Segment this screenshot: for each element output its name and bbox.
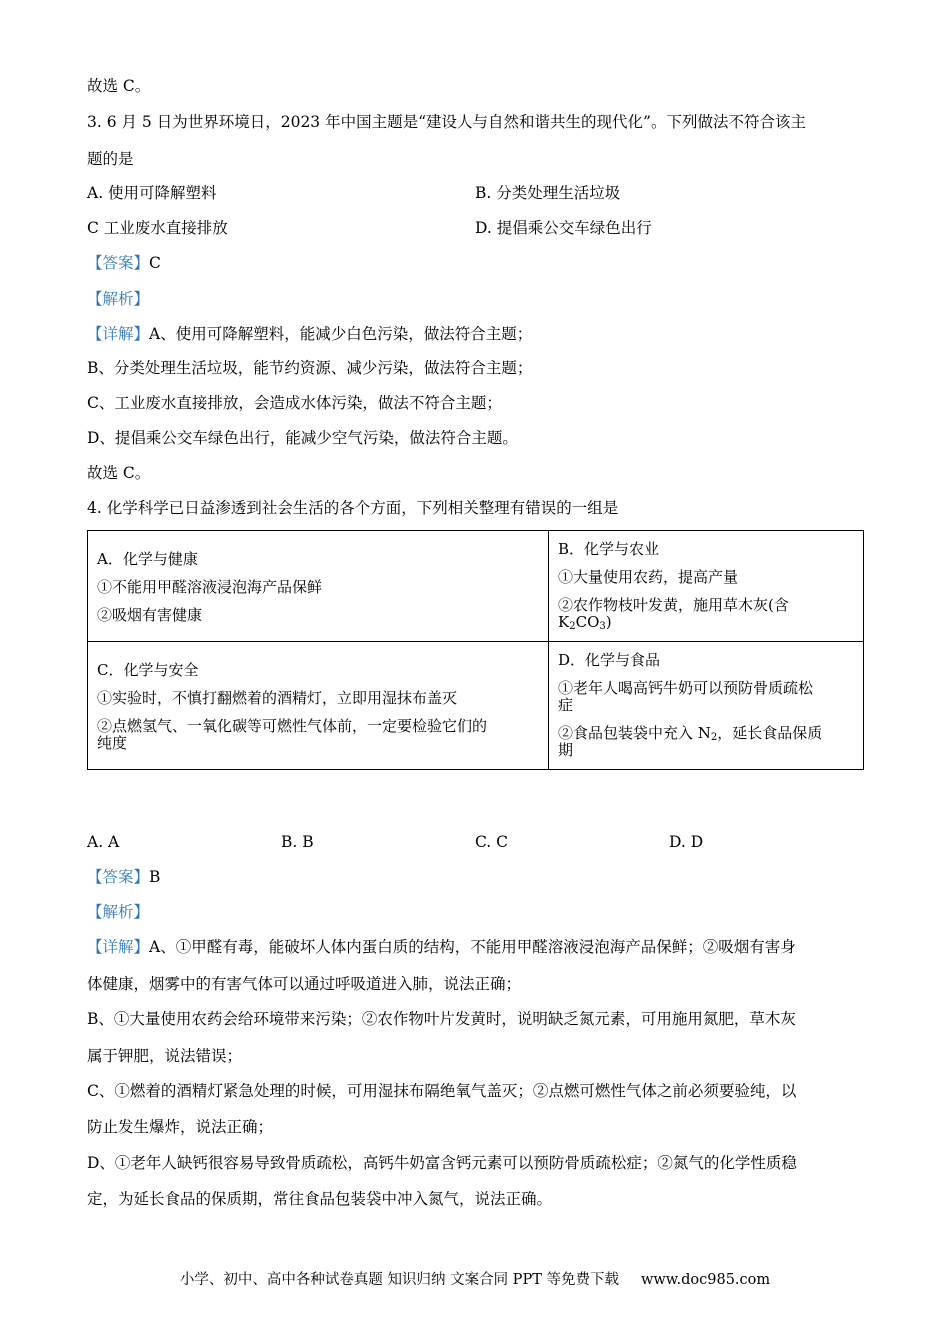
cell-b-item1: ①大量使用农药，提高产量 [558,568,739,586]
q3-option-a: A. 使用可降解塑料 [87,184,217,202]
q3-stem-line1: 3. 6 月 5 日为世界环境日，2023 年中国主题是“建设人与自然和谐共生的现代化”。下列做法不符合该主 [87,113,806,131]
q4-detail-a-line1: 【详解】A、①甲醛有毒，能破坏人体内蛋白质的结构，不能用甲醛溶液浸泡海产品保鲜；②吸烟有害身 [87,938,796,956]
q4-detail-d-line2: 定，为延长食品的保质期，常往食品包装袋中冲入氮气，说法正确。 [87,1190,553,1208]
table-cell-a [88,531,549,642]
detail-tag: 【详解】 [87,325,150,343]
q4-option-d: D. D [669,833,704,851]
table-cell-c [88,642,549,770]
cell-b-heading: B．化学与农业 [558,540,660,558]
cell-c-item2: ②点燃氢气、一氧化碳等可燃性气体前，一定要检验它们的 纯度 [97,717,488,752]
q3-option-c: C 工业废水直接排放 [87,219,228,237]
q3-option-d: D. 提倡乘公交车绿色出行 [475,219,652,237]
q3-detail-b: B、分类处理生活垃圾，能节约资源、减少污染，做法符合主题； [87,359,533,377]
cell-b-item2: ②农作物枝叶发黄，施用草木灰(含 $K_2CO_3$) [558,596,789,632]
cell-a-heading: A．化学与健康 [97,550,198,568]
answer-value: C [149,254,161,272]
q4-stem: 4. 化学科学已日益渗透到社会生活的各个方面，下列相关整理有错误的一组是 [87,499,619,517]
footer-text: 小学、初中、高中各种试卷真题 知识归纳 文案合同 PPT 等免费下载 [179,1272,619,1288]
answer-value: B [149,868,161,886]
q4-detail-d-line1: D、①老年人缺钙很容易导致骨质疏松，高钙牛奶富含钙元素可以预防骨质疏松症；②氮气的化学性质稳 [87,1154,797,1172]
q3-detail-c: C、工业废水直接排放，会造成水体污染，做法不符合主题； [87,394,502,412]
q4-detail-c-line2: 防止发生爆炸，说法正确； [87,1118,274,1136]
cell-c-item1: ①实验时，不慎打翻燃着的酒精灯，立即用湿抹布盖灭 [97,689,458,707]
q3-stem-line2: 题的是 [87,150,134,168]
q3-detail-a: 【详解】A、使用可降解塑料，能减少白色污染，做法符合主题； [87,325,533,343]
cell-d-item1: ①老年人喝高钙牛奶可以预防骨质疏松 症 [558,679,814,714]
q3-answer [87,253,161,273]
q3-analysis-tag: 【解析】 [87,290,150,308]
cell-d-item2: ②食品包装袋中充入 $N_2$，延长食品保质 期 [558,724,823,759]
q4-answer [87,867,160,887]
q4-option-a: A. A [87,833,120,851]
q4-detail-a-line2: 体健康，烟雾中的有害气体可以通过呼吸道进入肺，说法正确； [87,975,522,993]
q4-option-c: C. C [475,833,509,851]
table-cell-d [549,642,864,770]
answer-tag: 【答案】 [87,868,150,886]
cell-c-heading: C．化学与安全 [97,661,199,679]
q3-conclusion: 故选 C。 [87,464,151,482]
q3-option-b: B. 分类处理生活垃圾 [475,184,621,202]
cell-a-item2: ②吸烟有害健康 [97,606,203,624]
cell-a-item1: ①不能用甲醛溶液浸泡海产品保鲜 [97,578,323,596]
page-footer [0,1270,950,1290]
q3-detail-d: D、提倡乘公交车绿色出行，能减少空气污染，做法符合主题。 [87,429,518,447]
q4-detail-c-line1: C、①燃着的酒精灯紧急处理的时候，可用湿抹布隔绝氧气盖灭；②点燃可燃性气体之前必须要验纯，以 [87,1082,797,1100]
q4-option-b: B. B [281,833,314,851]
previous-conclusion: 故选 C。 [87,77,151,95]
table-cell-b [549,531,864,642]
q4-analysis-tag: 【解析】 [87,903,150,921]
detail-tag: 【详解】 [87,938,150,956]
q4-options-table [87,530,864,770]
answer-tag: 【答案】 [87,254,150,272]
cell-d-heading: D．化学与食品 [558,651,661,669]
footer-link[interactable]: www.doc985.com [640,1272,771,1288]
q4-detail-b-line2: 属于钾肥，说法错误； [87,1047,243,1065]
q4-detail-b-line1: B、①大量使用农药会给环境带来污染；②农作物叶片发黄时，说明缺乏氮元素，可用施用氮肥，草木灰 [87,1010,796,1028]
